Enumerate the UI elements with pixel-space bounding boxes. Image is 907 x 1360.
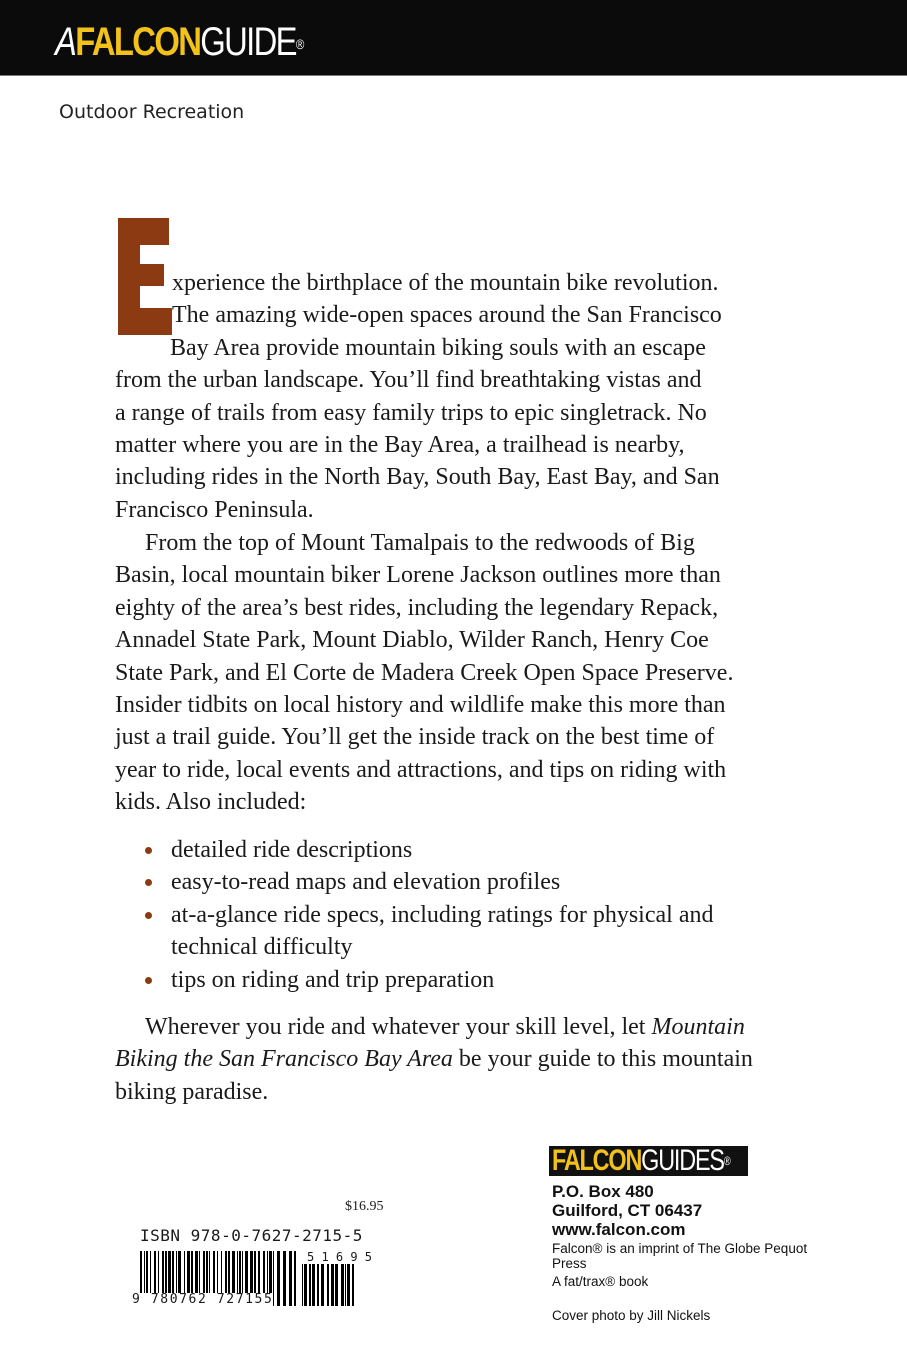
barcode-bar bbox=[302, 1264, 303, 1306]
closing-line bbox=[145, 1011, 745, 1043]
logo-falcon: FALCON bbox=[75, 20, 201, 64]
isbn: ISBN 978-0-7627-2715-5 bbox=[140, 1226, 363, 1245]
falcon-guides-logo bbox=[549, 1146, 748, 1176]
drop-cap-e bbox=[118, 218, 174, 335]
text-line: from the urban landscape. You’ll find breathtaking vistas and bbox=[115, 367, 702, 394]
barcode-bar bbox=[341, 1264, 344, 1306]
barcode-digits: 9 780762 727155 bbox=[132, 1292, 274, 1307]
text-line: including rides in the North Bay, South Bay, East Bay, and San bbox=[115, 464, 720, 491]
addon-digits: 5 1 6 9 5 bbox=[307, 1250, 373, 1264]
bullet-icon bbox=[145, 977, 152, 984]
text-line: year to ride, local events and attractions, and tips on riding with bbox=[115, 756, 727, 783]
barcode-bar bbox=[327, 1264, 329, 1306]
barcode-bar bbox=[289, 1251, 292, 1306]
barcode-bar bbox=[277, 1251, 280, 1306]
logo-reg: ® bbox=[723, 1154, 730, 1168]
closing-text: Wherever you ride and whatever your skill level, let bbox=[145, 1014, 652, 1040]
logo-guide: GUIDE bbox=[200, 20, 296, 64]
logo-reg: ® bbox=[295, 36, 303, 52]
barcode-bar bbox=[294, 1251, 296, 1306]
text-line: kids. Also included: bbox=[115, 789, 307, 816]
barcode-bar bbox=[335, 1264, 338, 1306]
barcode-bar bbox=[347, 1264, 350, 1306]
category-label: Outdoor Recreation bbox=[59, 101, 245, 123]
price: $16.95 bbox=[345, 1199, 384, 1214]
closing-line: biking paradise. bbox=[115, 1079, 269, 1105]
barcode-bar bbox=[317, 1264, 319, 1306]
book-title-italic: Biking the San Francisco Bay Area bbox=[115, 1046, 453, 1072]
book-title-italic: Mountain bbox=[651, 1014, 745, 1040]
website: www.falcon.com bbox=[552, 1220, 686, 1239]
barcode-bar bbox=[345, 1264, 346, 1306]
logo-guides: GUIDES bbox=[641, 1146, 724, 1176]
bullet-icon bbox=[145, 847, 152, 854]
falcon-guide-logo bbox=[55, 20, 303, 64]
text-line: a range of trails from easy family trips to epic singletrack. No bbox=[115, 399, 707, 426]
text-line: Insider tidbits on local history and wildlife make this more than bbox=[115, 692, 726, 718]
text-line: easy-to-read maps and elevation profiles bbox=[171, 869, 561, 896]
cover-photo-credit: Cover photo by Jill Nickels bbox=[552, 1308, 711, 1323]
text-line: The amazing wide-open spaces around the San Francisco bbox=[172, 302, 722, 329]
text-line: detailed ride descriptions bbox=[171, 837, 413, 863]
bullet-icon bbox=[145, 912, 152, 919]
barcode-bar bbox=[309, 1264, 311, 1306]
barcode-bar bbox=[321, 1264, 324, 1306]
po-box: P.O. Box 480 bbox=[552, 1182, 654, 1201]
text-line: Bay Area provide mountain biking souls with an escape bbox=[170, 334, 706, 361]
fattrax: A fat/trax® book bbox=[552, 1274, 649, 1289]
text-line: Francisco Peninsula. bbox=[115, 496, 314, 523]
text-line: just a trail guide. You’ll get the inside track on the best time of bbox=[115, 724, 715, 751]
text-line: Annadel State Park, Mount Diablo, Wilder Ranch, Henry Coe bbox=[115, 627, 709, 654]
barcode-bar bbox=[304, 1264, 307, 1306]
barcode-bar bbox=[331, 1264, 334, 1306]
logo-falcon: FALCON bbox=[552, 1146, 642, 1176]
barcode-bar bbox=[352, 1264, 354, 1306]
header-bar bbox=[0, 0, 907, 76]
text-line: technical difficulty bbox=[171, 934, 353, 961]
bullet-icon bbox=[145, 879, 152, 886]
text-line: Basin, local mountain biker Lorene Jackson outlines more than bbox=[115, 562, 721, 589]
city: Guilford, CT 06437 bbox=[552, 1201, 703, 1220]
logo-a: A bbox=[55, 20, 76, 64]
text-line: at-a-glance ride specs, including ratings for physical and bbox=[171, 901, 714, 928]
addon-barcode bbox=[302, 1264, 354, 1306]
barcode-bar bbox=[283, 1251, 286, 1306]
closing-text: be your guide to this mountain bbox=[452, 1046, 753, 1072]
closing-line bbox=[115, 1043, 753, 1075]
text-line: eighty of the area’s best rides, including the legendary Repack, bbox=[115, 594, 719, 621]
text-line: State Park, and El Corte de Madera Creek Open Space Preserve. bbox=[115, 659, 734, 686]
text-line: matter where you are in the Bay Area, a trailhead is nearby, bbox=[115, 432, 685, 458]
text-line: xperience the birthplace of the mountain bike revolution. bbox=[172, 270, 719, 296]
barcode-bar bbox=[312, 1264, 315, 1306]
imprint-line: Falcon® is an imprint of The Globe Pequot bbox=[552, 1241, 808, 1256]
text-line: From the top of Mount Tamalpais to the redwoods of Big bbox=[145, 530, 695, 556]
text-line: tips on riding and trip preparation bbox=[171, 966, 495, 993]
imprint-line: Press bbox=[552, 1256, 587, 1271]
